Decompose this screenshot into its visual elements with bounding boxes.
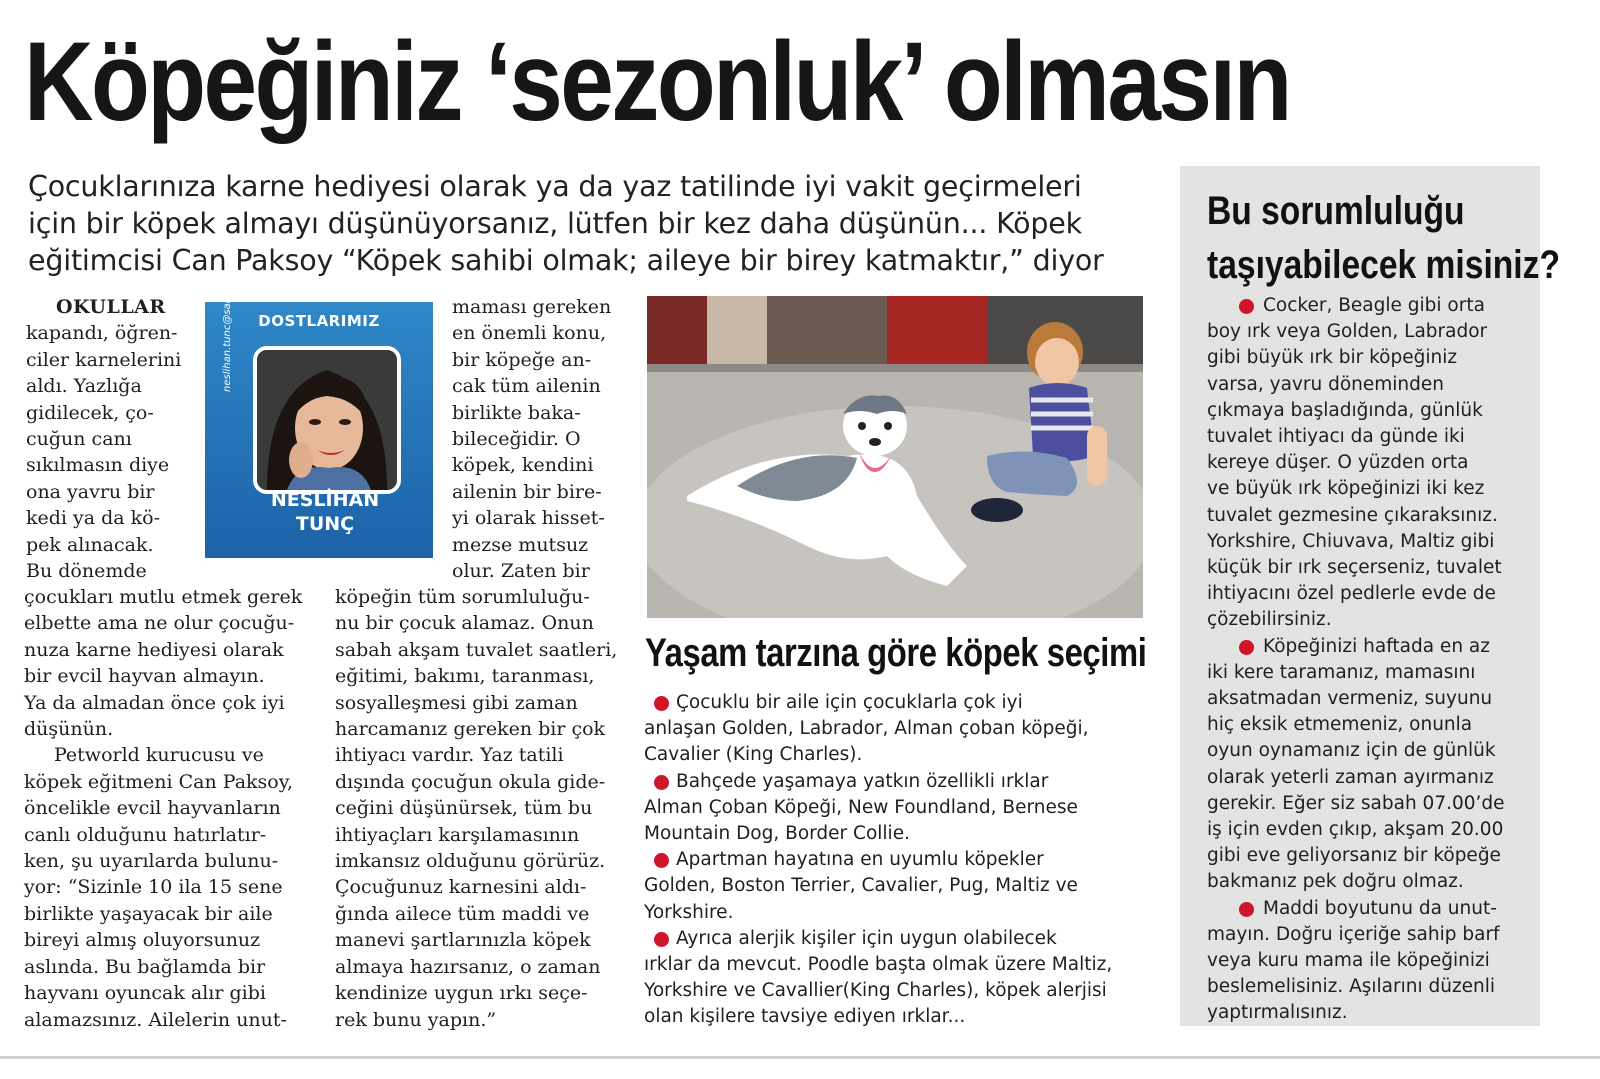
text-line: rek bunu yapın.” [335, 1008, 497, 1031]
list-item-text: gibi büyük ırk bir köpeğiniz [1207, 347, 1458, 369]
text-line: kapandı, öğren- [26, 322, 178, 345]
text-line: bir köpeğe an- [452, 348, 592, 371]
text-line: birlikte yaşayacak bir aile [24, 902, 273, 925]
list-item-text: çözebilirsiniz. [1207, 609, 1332, 631]
deck-line: eğitimcisi Can Paksoy “Köpek sahibi olmak; aileye bir birey katmaktır,” diyor [28, 244, 1104, 277]
list-item-text: Çocuklu bir aile için çocuklarla çok iyi [676, 692, 1023, 713]
deck-line: için bir köpek almayı düşünüyorsanız, lütfen bir kez daha düşünün... Köpek [28, 207, 1082, 240]
author-box [205, 302, 433, 558]
text-line: ğında ailece tüm maddi ve [335, 902, 590, 925]
text-line: hayvanı oyuncak alır gibi [24, 982, 266, 1005]
bullet-dot-icon [654, 853, 669, 868]
list-item [1207, 896, 1537, 922]
list-item [644, 847, 1144, 873]
list-item-text: Bahçede yaşamaya yatkın özellikli ırklar [676, 770, 1049, 792]
list-item-text: Köpeğinizi haftada en az [1263, 635, 1490, 657]
text-line: kendinize uygun ırkı seçe- [335, 982, 588, 1005]
list-item-text: veya kuru mama ile köpeğinizi [1207, 950, 1490, 972]
bullet-dot-icon [654, 696, 669, 711]
text-line: aslında. Bu bağlamda bir [24, 955, 266, 978]
text-line: pek alınacak. [26, 533, 154, 556]
text-line: dışında çocuğun okula gide- [335, 770, 606, 793]
text-line: cak tüm ailenin [452, 375, 601, 398]
list-item-text: Cocker, Beagle gibi orta [1263, 295, 1485, 316]
author-email: neslihan.tunc@sabah.com.tr [222, 248, 233, 392]
text-line: sosyalleşmesi gibi zaman [335, 691, 578, 714]
text-line: ihtiyaçları karşılamasının [335, 823, 580, 846]
bullet-dot-icon [654, 775, 669, 790]
list-item-text: gibi eve geliyorsanız bir köpeğe [1207, 845, 1501, 867]
list-item-text: tuvalet gezmesine çıkaraksınız. [1207, 504, 1498, 526]
list-item-text: aksatmadan vermeniz, suyunu [1207, 688, 1493, 710]
bullet-dot-icon [1239, 902, 1254, 917]
text-line: nuza karne hediyesi olarak [24, 638, 284, 661]
list-item-text: Ayrıca alerjik kişiler için uygun olabilecek [676, 927, 1057, 949]
column-1-top [26, 294, 201, 584]
list-item-text: küçük bir ırk seçerseniz, tuvalet [1207, 557, 1502, 579]
list-item-text: Apartman hayatına en uyumlu köpekler [676, 849, 1044, 871]
text-line: gidilecek, ço- [26, 401, 154, 424]
column-2-bottom [335, 584, 625, 1033]
text-line: eğitimi, bakımı, taranması, [335, 665, 595, 688]
text-line: öncelikle evcil hayvanların [24, 797, 281, 820]
text-line: yor: “Sizinle 10 ila 15 sene [24, 876, 283, 899]
text-line: köpek, kendini [452, 454, 594, 477]
text-line: bir evcil hayvan almayın. [24, 665, 265, 688]
bottom-rule [0, 1056, 1600, 1059]
text-line: alamazsınız. Ailelerin unut- [24, 1008, 287, 1031]
list-item-text: iş için evden çıkıp, akşam 20.00 [1207, 819, 1504, 841]
text-line: olur. Zaten bir [452, 560, 590, 583]
text-line: düşünün. [24, 718, 114, 741]
sidebar-list [1207, 293, 1537, 1027]
list-item-text: Mountain Dog, Border Collie. [644, 823, 910, 845]
list-item-text: ve büyük ırk köpeğinizi iki kez [1207, 478, 1485, 500]
list-item-text: bakmanız pek doğru olmaz. [1207, 871, 1464, 893]
list-item-text: gerekir. Eğer siz sabah 07.00’de [1207, 792, 1505, 814]
list-item-text: Golden, Boston Terrier, Cavalier, Pug, Maltiz ve [644, 875, 1078, 897]
bullet-dot-icon [1239, 640, 1254, 655]
list-item [1207, 634, 1537, 660]
list-item-text: olarak yeterli zaman ayırmanız [1207, 766, 1494, 788]
text-line: ceğini düşünürsek, tüm bu [335, 797, 593, 820]
text-line: cuğun canı [26, 428, 132, 451]
text-line: maması gereken [452, 296, 612, 318]
sidebar-title-line: Bu sorumluluğu [1207, 189, 1465, 233]
text-line: mezse mutsuz [452, 533, 589, 556]
drop-word: OKULLAR [56, 296, 166, 318]
text-line: Bu dönemde [26, 560, 147, 583]
text-line: kedi ya da kö- [26, 507, 161, 530]
list-item-text: Maddi boyutunu da unut- [1263, 897, 1497, 919]
list-item [1207, 293, 1537, 319]
text-line: köpek eğitmeni Can Paksoy, [24, 770, 293, 793]
list-item-text: oyun oynamanız için de günlük [1207, 740, 1496, 762]
dog-and-child-photo [647, 296, 1143, 618]
list-item-text: mayın. Doğru içeriğe sahip barf [1207, 923, 1500, 945]
list-item [644, 926, 1144, 952]
text-line: nu bir çocuk alamaz. Onun [335, 612, 594, 635]
author-first-name: NESLİHAN [270, 489, 380, 511]
column-section-label: DOSTLARIMIZ [258, 312, 380, 330]
text-line: yi olarak hisset- [452, 507, 605, 530]
list-item-text: Yorkshire. [644, 901, 734, 923]
text-line: birlikte baka- [452, 401, 581, 424]
text-line: ken, şu uyarılarda bulunu- [24, 850, 279, 873]
subhead: Yaşam tarzına göre köpek seçimi [645, 631, 1147, 675]
list-item-text: kereye düşer. O yüzden orta [1207, 452, 1469, 474]
text-line: ailenin bir bire- [452, 480, 602, 503]
list-item-text: varsa, yavru döneminden [1207, 373, 1444, 395]
text-line: harcamanız gereken bir çok [335, 718, 606, 741]
text-line: sabah akşam tuvalet saatleri, [335, 638, 618, 661]
list-item-text: anlaşan Golden, Labrador, Alman çoban köpeği, [644, 718, 1089, 740]
text-line: ihtiyacı vardır. Yaz tatili [335, 744, 564, 767]
list-item-text: Yorkshire ve Cavallier(King Charles), köpek alerjisi [644, 980, 1107, 1002]
breed-selection-list [644, 690, 1144, 1031]
column-2-top [452, 294, 627, 584]
list-item-text: hiç eksik etmemeniz, onunla [1207, 714, 1473, 736]
list-item-text: beslemelisiniz. Aşılarını düzenli [1207, 976, 1496, 998]
text-line: bileceğidir. O [452, 428, 581, 451]
bullet-dot-icon [654, 932, 669, 947]
text-line: bireyi almış oluyorsunuz [24, 929, 261, 952]
author-name [245, 488, 405, 536]
sidebar-title [1207, 184, 1560, 292]
list-item [644, 769, 1144, 795]
text-line: manevi şartlarınızla köpek [335, 929, 591, 952]
text-line: ona yavru bir [26, 480, 155, 503]
list-item [644, 690, 1144, 716]
list-item-text: ihtiyacını özel pedlerle evde de [1207, 583, 1496, 605]
deck-line: Çocuklarınıza karne hediyesi olarak ya da yaz tatilinde iyi vakit geçirmeleri [28, 170, 1082, 203]
text-line: ciler karnelerini [26, 348, 182, 371]
text-line: canlı olduğunu hatırlatır- [24, 823, 267, 846]
text-line: almaya hazırsanız, o zaman [335, 955, 601, 978]
list-item-text: çıkmaya başladığında, günlük [1207, 399, 1483, 421]
text-line: elbette ama ne olur çocuğu- [24, 612, 295, 635]
list-item-text: Cavalier (King Charles). [644, 744, 863, 766]
text-line: imkansız olduğunu görürüz. [335, 850, 606, 873]
list-item-text: tuvalet ihtiyacı da günde iki [1207, 426, 1465, 448]
text-line: köpeğin tüm sorumluluğu- [335, 586, 590, 608]
list-item-text: iki kere taramanız, mamasını [1207, 661, 1476, 683]
author-last-name: TUNÇ [295, 513, 355, 535]
list-item-text: yaptırmalısınız. [1207, 1002, 1348, 1024]
list-item-text: Alman Çoban Köpeği, New Foundland, Bernese [644, 796, 1078, 818]
column-1-bottom [24, 584, 314, 1033]
text-line: çocukları mutlu etmek gerek [24, 586, 303, 608]
text-line: Ya da almadan önce çok iyi [24, 691, 285, 714]
list-item-text: ırklar da mevcut. Poodle başta olmak üzere Maltiz, [644, 954, 1113, 976]
text-line: Çocuğunuz karnesini aldı- [335, 876, 587, 899]
list-item-text: boy ırk veya Golden, Labrador [1207, 321, 1488, 343]
headline: Köpeğiniz ‘sezonluk’ olmasın [24, 19, 1290, 144]
deck [28, 168, 1158, 279]
text-line: aldı. Yazlığa [26, 375, 142, 398]
list-item-text: olan kişilere tavsiye ediyen ırklar... [644, 1006, 966, 1028]
list-item-text: Yorkshire, Chiuvava, Maltiz gibi [1207, 530, 1495, 552]
bullet-dot-icon [1239, 299, 1254, 314]
sidebar-title-line: taşıyabilecek misiniz? [1207, 243, 1560, 287]
text-line: sıkılmasın diye [26, 454, 170, 477]
author-portrait [253, 346, 401, 494]
text-line: Petworld kurucusu ve [54, 744, 264, 767]
text-line: en önemli konu, [452, 322, 607, 345]
